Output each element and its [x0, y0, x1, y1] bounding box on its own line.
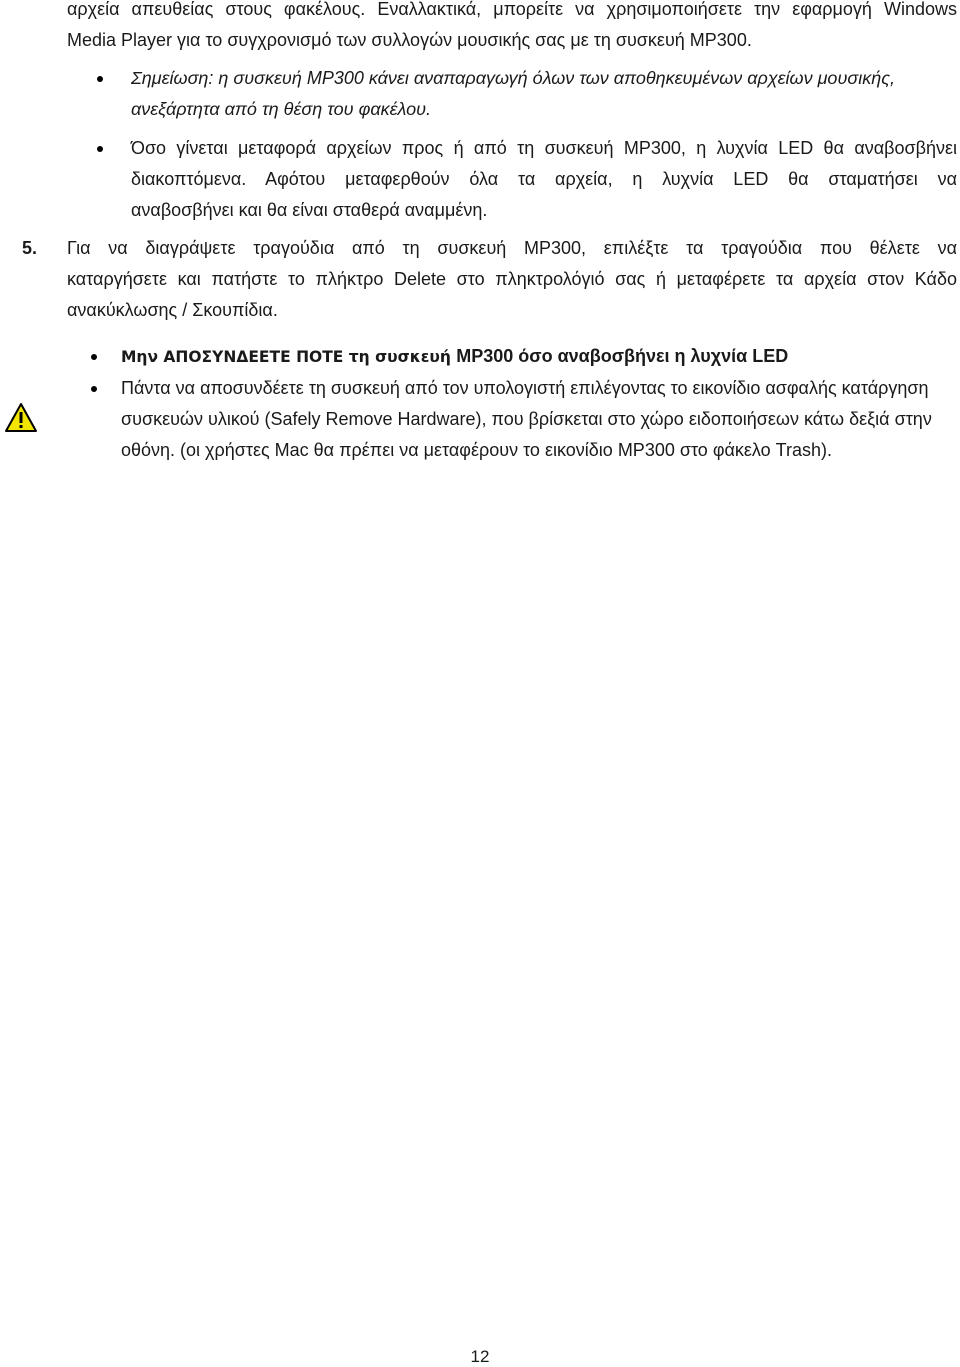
safe-remove-line-2: κατάργηση συσκευών υλικού (Safely Remove Hardware), που βρίσκεται στο χώρο [121, 378, 929, 429]
warning-bullet-1 [121, 341, 947, 373]
warning-line [121, 346, 788, 366]
warning-bullet-2 [121, 373, 947, 466]
bullet-dot [97, 76, 103, 82]
warning-triangle-icon [4, 402, 38, 434]
step-5-line-1 [22, 233, 957, 264]
step-5-line-2: καταργήσετε και πατήστε το πλήκτρο Delete στο πληκτρολόγιό σας ή μεταφέρετε τα αρχεία στον Κάδο [67, 269, 957, 289]
note-line-1: Σημείωση: η συσκευή MP300 κάνει αναπαραγωγή όλων των αποθηκευμένων αρχείων μουσικής, [131, 68, 895, 88]
bullet-dot [91, 354, 97, 360]
safe-remove-line-4: εικονίδιο MP300 στο φάκελο Trash). [544, 440, 833, 460]
step-5-paragraph [22, 233, 957, 326]
led-line-1: Όσο γίνεται μεταφορά αρχείων προς ή από τη συσκευή MP300, η λυχνία LED θα αναβοσβήνει [131, 138, 957, 158]
step-number: 5. [22, 238, 38, 258]
bullet-dot [91, 386, 97, 392]
note-line-2: ανεξάρτητα από τη θέση του φακέλου. [131, 99, 432, 119]
led-line-2: διακοπτόμενα. Αφότου μεταφερθούν όλα τα αρχεία, η λυχνία LED θα σταματήσει να [131, 169, 957, 189]
warning-bold-part-1: Μην ΑΠΟΣΥΝΔΕΕΤΕ ΠΟΤΕ τη συσκευή [121, 348, 457, 366]
intro-line-2: Media Player για το συγχρονισμό των συλλογών μουσικής σας με τη συσκευή MP300. [67, 30, 752, 50]
page-number: 12 [470, 1347, 490, 1366]
safe-remove-line-3: ειδοποιήσεων κάτω δεξιά στην οθόνη. (οι χρήστες Mac θα πρέπει να μεταφέρουν το [121, 409, 932, 460]
bullet-dot [97, 146, 103, 152]
note-bullet [131, 63, 957, 125]
safe-remove-line-1: Πάντα να αποσυνδέετε τη συσκευή από τον υπολογιστή επιλέγοντας το εικονίδιο ασφαλής [121, 378, 837, 398]
intro-line-1: αρχεία απευθείας στους φακέλους. Εναλλακτικά, μπορείτε να χρησιμοποιήσετε την εφαρμογή Windows [67, 0, 957, 19]
warning-bold-part-2: MP300 όσο αναβοσβήνει η λυχνία LED [456, 346, 789, 366]
intro-paragraph [67, 0, 957, 56]
led-line-3: αναβοσβήνει και θα είναι σταθερά αναμμένη. [131, 200, 488, 220]
step-5-line-1-text: Για να διαγράψετε τραγούδια από τη συσκευή MP300, επιλέξτε τα τραγούδια που θέλετε να [67, 238, 957, 258]
led-bullet [131, 133, 957, 226]
step-5-line-3: ανακύκλωσης / Σκουπίδια. [67, 300, 278, 320]
